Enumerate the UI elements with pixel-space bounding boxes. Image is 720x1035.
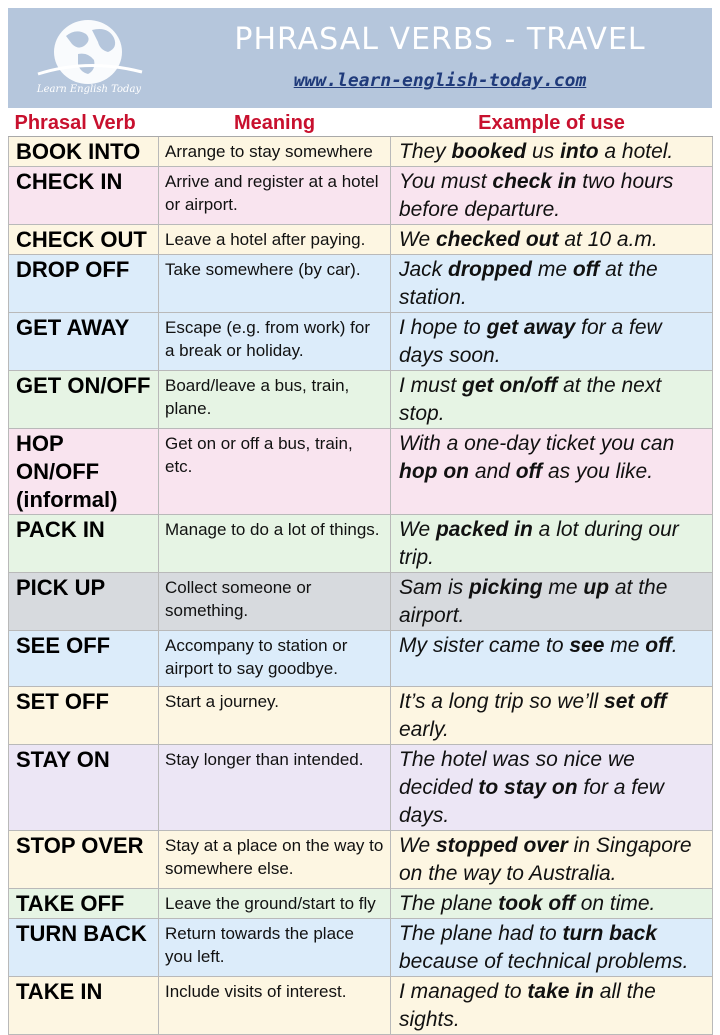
example-cell bbox=[391, 889, 713, 919]
example-text: at 10 a.m. bbox=[558, 228, 658, 251]
logo-caption: Learn English Today bbox=[36, 84, 142, 95]
column-header-meaning: Meaning bbox=[159, 110, 391, 137]
phrasal-verb-cell: CHECK IN bbox=[9, 167, 159, 225]
example-text: They bbox=[399, 140, 452, 163]
example-text: for a few days. bbox=[399, 776, 664, 827]
phrasal-verb-cell: CHECK OUT bbox=[9, 225, 159, 255]
phrasal-verb-cell: DROP OFF bbox=[9, 255, 159, 313]
example-text: I managed to bbox=[399, 980, 528, 1003]
meaning-cell: Return towards the place you left. bbox=[159, 919, 391, 977]
table-body bbox=[9, 137, 713, 1035]
table-row bbox=[9, 313, 713, 371]
example-text: me bbox=[604, 634, 646, 657]
phrasal-verb-cell: PICK UP bbox=[9, 573, 159, 631]
example-text: us bbox=[526, 140, 561, 163]
phrasal-verb-cell: GET ON/OFF bbox=[9, 371, 159, 429]
example-phrasal-verb: get on/off bbox=[462, 374, 558, 397]
phrasal-verb-cell: TAKE IN bbox=[9, 977, 159, 1035]
meaning-cell: Take somewhere (by car). bbox=[159, 255, 391, 313]
meaning-cell: Start a journey. bbox=[159, 687, 391, 745]
meaning-cell: Escape (e.g. from work) for a break or holiday. bbox=[159, 313, 391, 371]
globe-logo bbox=[18, 14, 158, 104]
meaning-cell: Get on or off a bus, train, etc. bbox=[159, 429, 391, 515]
example-cell bbox=[391, 371, 713, 429]
example-cell bbox=[391, 255, 713, 313]
example-cell bbox=[391, 573, 713, 631]
example-text: It’s a long trip so we’ll bbox=[399, 690, 605, 713]
meaning-cell: Accompany to station or airport to say goodbye. bbox=[159, 631, 391, 687]
example-text: on time. bbox=[574, 892, 656, 915]
phrasal-verb-cell: TAKE OFF bbox=[9, 889, 159, 919]
example-phrasal-verb: to stay on bbox=[478, 776, 578, 799]
example-text: With a one-day ticket you can bbox=[399, 432, 675, 455]
meaning-cell: Stay at a place on the way to somewhere else. bbox=[159, 831, 391, 889]
example-cell bbox=[391, 515, 713, 573]
example-phrasal-verb: dropped bbox=[448, 258, 533, 281]
table-row bbox=[9, 573, 713, 631]
example-text: The hotel was so nice we decided bbox=[399, 748, 635, 799]
table-header-row bbox=[9, 110, 713, 137]
example-text: me bbox=[532, 258, 573, 281]
meaning-cell: Leave the ground/start to fly bbox=[159, 889, 391, 919]
phrasal-verb-cell: STOP OVER bbox=[9, 831, 159, 889]
example-cell bbox=[391, 429, 713, 515]
table-row bbox=[9, 631, 713, 687]
example-text: I must bbox=[399, 374, 463, 397]
example-text: for a few days soon. bbox=[399, 316, 662, 367]
example-text: at the airport. bbox=[399, 576, 668, 627]
example-cell bbox=[391, 167, 713, 225]
example-phrasal-verb: hop on bbox=[399, 460, 469, 483]
meaning-cell: Manage to do a lot of things. bbox=[159, 515, 391, 573]
example-text: . bbox=[671, 634, 678, 657]
example-text: I hope to bbox=[399, 316, 487, 339]
phrasal-verb-cell: HOP ON/OFF (informal) bbox=[9, 429, 159, 515]
example-cell bbox=[391, 919, 713, 977]
table-row bbox=[9, 889, 713, 919]
table-row bbox=[9, 831, 713, 889]
phrasal-verb-cell: TURN BACK bbox=[9, 919, 159, 977]
meaning-cell: Arrange to stay somewhere bbox=[159, 137, 391, 167]
example-text: The plane bbox=[399, 892, 499, 915]
example-phrasal-verb: turn back bbox=[562, 922, 657, 945]
phrasal-verb-cell: SEE OFF bbox=[9, 631, 159, 687]
example-cell bbox=[391, 225, 713, 255]
example-text: all the sights. bbox=[399, 980, 656, 1031]
example-phrasal-verb: booked bbox=[451, 140, 527, 163]
example-phrasal-verb: checked out bbox=[435, 228, 559, 251]
header-banner bbox=[8, 8, 712, 108]
example-cell bbox=[391, 313, 713, 371]
example-text: We bbox=[399, 834, 436, 857]
example-text: as you like. bbox=[542, 460, 654, 483]
example-text: me bbox=[542, 576, 584, 599]
example-phrasal-verb: up bbox=[583, 576, 610, 599]
example-phrasal-verb: stopped over bbox=[435, 834, 568, 857]
example-phrasal-verb: into bbox=[560, 140, 599, 163]
phrasal-verbs-table bbox=[8, 110, 713, 1035]
example-text: two hours before departure. bbox=[399, 170, 674, 221]
phrasal-verb-cell: SET OFF bbox=[9, 687, 159, 745]
phrasal-verb-cell: BOOK INTO bbox=[9, 137, 159, 167]
example-cell bbox=[391, 137, 713, 167]
column-header-verb: Phrasal Verb bbox=[9, 110, 159, 137]
example-text: and bbox=[468, 460, 516, 483]
table-row bbox=[9, 429, 713, 515]
example-phrasal-verb: off bbox=[515, 460, 543, 483]
meaning-cell: Include visits of interest. bbox=[159, 977, 391, 1035]
example-phrasal-verb: check in bbox=[492, 170, 577, 193]
example-cell bbox=[391, 745, 713, 831]
phrasal-verb-cell: STAY ON bbox=[9, 745, 159, 831]
table-row bbox=[9, 137, 713, 167]
example-phrasal-verb: picking bbox=[469, 576, 543, 599]
example-text: early. bbox=[399, 718, 449, 741]
example-text: Sam is bbox=[399, 576, 470, 599]
example-text: We bbox=[399, 228, 436, 251]
example-phrasal-verb: packed in bbox=[435, 518, 533, 541]
example-cell bbox=[391, 831, 713, 889]
table-row bbox=[9, 371, 713, 429]
example-text: The plane had to bbox=[399, 922, 563, 945]
table-row bbox=[9, 167, 713, 225]
meaning-cell: Stay longer than intended. bbox=[159, 745, 391, 831]
example-phrasal-verb: set off bbox=[604, 690, 667, 713]
example-cell bbox=[391, 687, 713, 745]
example-phrasal-verb: took off bbox=[498, 892, 575, 915]
table-row bbox=[9, 687, 713, 745]
meaning-cell: Collect someone or something. bbox=[159, 573, 391, 631]
example-text: We bbox=[399, 518, 436, 541]
example-text: My sister came to bbox=[399, 634, 570, 657]
meaning-cell: Board/leave a bus, train, plane. bbox=[159, 371, 391, 429]
table-row bbox=[9, 977, 713, 1035]
example-text: a lot during our trip. bbox=[399, 518, 679, 569]
column-header-example: Example of use bbox=[391, 110, 713, 137]
table-row bbox=[9, 745, 713, 831]
meaning-cell: Arrive and register at a hotel or airport. bbox=[159, 167, 391, 225]
example-text: at the station. bbox=[399, 258, 658, 309]
website-link[interactable]: www.learn-english-today.com bbox=[293, 70, 587, 91]
table-row bbox=[9, 515, 713, 573]
table-row bbox=[9, 919, 713, 977]
example-cell bbox=[391, 977, 713, 1035]
example-text: at the next stop. bbox=[399, 374, 662, 425]
example-text: a hotel. bbox=[598, 140, 674, 163]
example-text: in Singapore on the way to Australia. bbox=[399, 834, 692, 885]
example-text: because of technical problems. bbox=[399, 950, 689, 973]
example-phrasal-verb: get away bbox=[486, 316, 576, 339]
example-phrasal-verb: take in bbox=[527, 980, 594, 1003]
phrasal-verb-cell: GET AWAY bbox=[9, 313, 159, 371]
example-text: Jack bbox=[399, 258, 449, 281]
example-phrasal-verb: off bbox=[572, 258, 600, 281]
table-row bbox=[9, 225, 713, 255]
phrasal-verb-cell: PACK IN bbox=[9, 515, 159, 573]
page-title: PHRASAL VERBS - TRAVEL bbox=[234, 22, 646, 57]
example-cell bbox=[391, 631, 713, 687]
meaning-cell: Leave a hotel after paying. bbox=[159, 225, 391, 255]
example-phrasal-verb: off bbox=[645, 634, 672, 657]
example-text: You must bbox=[399, 170, 493, 193]
example-phrasal-verb: see bbox=[569, 634, 605, 657]
table-row bbox=[9, 255, 713, 313]
